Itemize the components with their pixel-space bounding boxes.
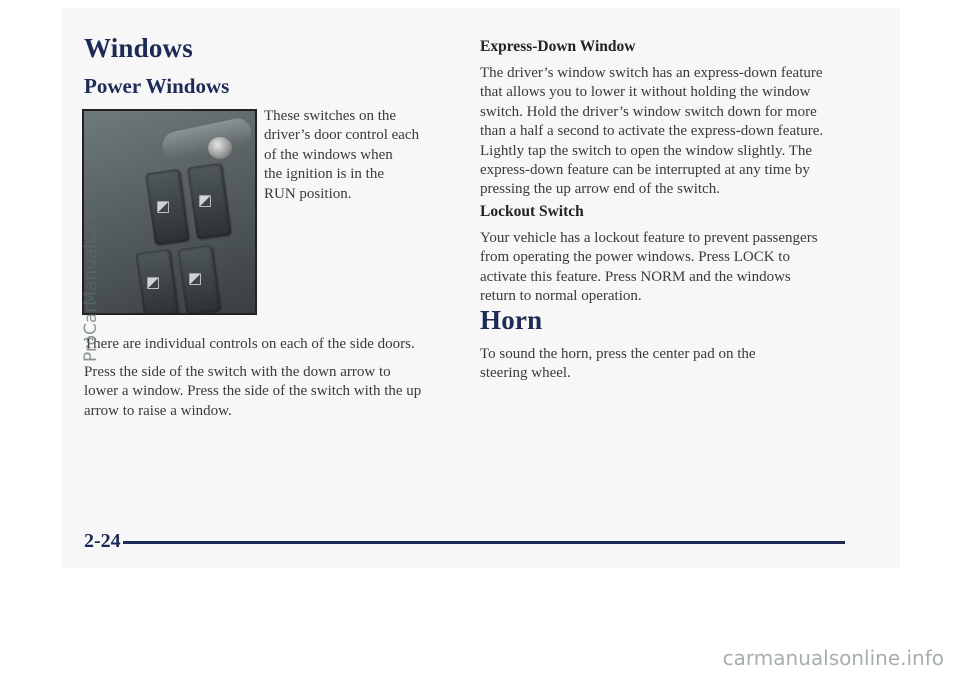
paragraph-line: lower a window. Press the side of the switch with the up <box>84 383 422 400</box>
page-number: 2-24 <box>84 530 121 552</box>
window-glyph-icon: ◩ <box>146 273 161 291</box>
lockout-switch-heading: Lockout Switch <box>480 203 584 220</box>
section-title-windows: Windows <box>84 33 193 63</box>
window-glyph-icon: ◩ <box>188 269 203 287</box>
paragraph-line: pressing the up arrow end of the switch. <box>480 181 720 198</box>
window-glyph-icon: ◩ <box>198 191 213 209</box>
photo-caption <box>264 107 419 204</box>
footer-rule <box>123 541 845 544</box>
paragraph-line: To sound the horn, press the center pad on the <box>480 346 756 362</box>
paragraph-line: Press the side of the switch with the down arrow to <box>84 364 391 380</box>
caption-line: These switches on the <box>264 108 397 124</box>
window-glyph-icon: ◩ <box>156 197 171 215</box>
caption-line: driver’s door control each <box>264 127 420 144</box>
paragraph-line: switch. Hold the driver’s window switch down for more <box>480 103 817 120</box>
section-title-horn: Horn <box>480 305 543 335</box>
caption-line: the ignition is in the <box>264 166 384 183</box>
paragraph-line: steering wheel. <box>480 365 571 382</box>
paragraph-line: activate this feature. Press NORM and the windows <box>480 268 791 285</box>
caption-line: of the windows when <box>264 146 393 163</box>
express-down-paragraph <box>480 64 823 200</box>
window-switches-photo <box>82 109 257 315</box>
bottom-watermark: carmanualsonline.info <box>722 646 944 670</box>
side-doors-paragraph: There are individual controls on each of the side doors. <box>84 336 415 352</box>
lock-knob <box>208 137 232 159</box>
lock-norm-switch <box>160 116 254 162</box>
subsection-title-power-windows: Power Windows <box>84 74 230 98</box>
paragraph-line: that allows you to lower it without holding the window <box>480 84 811 101</box>
express-down-heading: Express-Down Window <box>480 38 636 55</box>
paragraph-line: express-down feature can be interrupted at any time by <box>480 162 810 179</box>
paragraph-line: arrow to raise a window. <box>84 402 232 419</box>
paragraph-line: return to normal operation. <box>480 288 642 305</box>
caption-line: RUN position. <box>264 185 352 202</box>
switch-usage-paragraph <box>84 363 421 421</box>
paragraph-line: than a half a second to activate the express-down feature. <box>480 123 824 140</box>
horn-paragraph <box>480 345 756 384</box>
paragraph-line: Lightly tap the switch to open the window slightly. The <box>480 142 813 159</box>
paragraph-line: The driver’s window switch has an express-down feature <box>480 65 823 81</box>
paragraph-line: Your vehicle has a lockout feature to prevent passengers <box>480 230 818 246</box>
lockout-paragraph <box>480 229 818 307</box>
paragraph-line: from operating the power windows. Press LOCK to <box>480 249 790 266</box>
side-watermark: ProCarManuals.com <box>81 193 101 362</box>
